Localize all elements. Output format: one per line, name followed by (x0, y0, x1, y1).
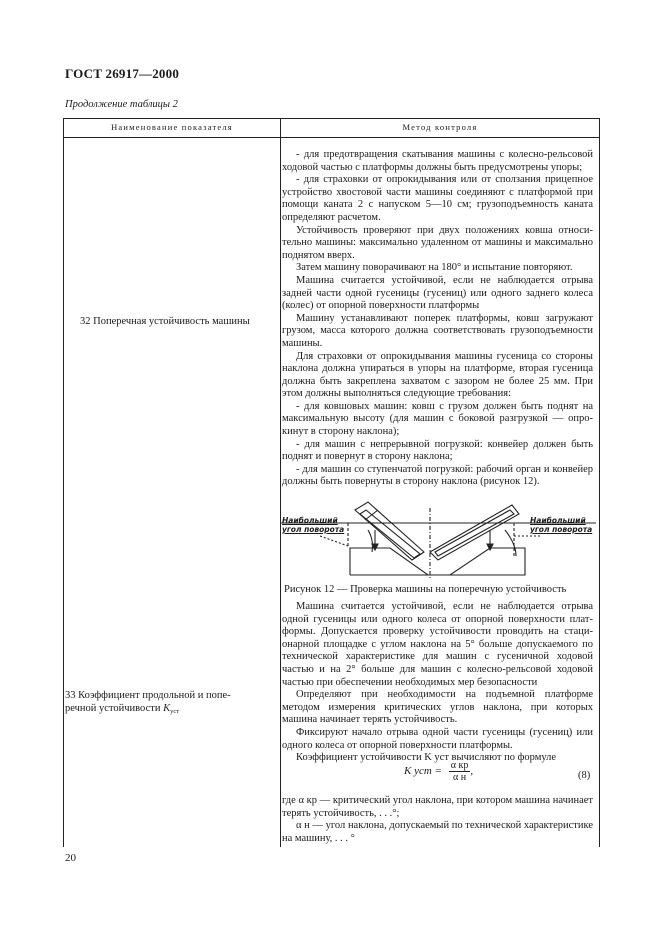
paragraph: - для страховки от опрокидывания или от сползания прицепное устройство хвостовой части машины соединяют с платформой при помощи каната 2 с напуском 5—10 см; грузоподъемность каната определяют расчетом. (282, 174, 593, 223)
formula-tail: , (470, 765, 474, 778)
figure-label-right: Наибольший угол поворота (530, 516, 593, 534)
paragraph: - для ковшовых машин: ковш с грузом должен быть поднят на максимальную высоту (для машин с боковой разгрузкой — опрокинут в сторону наклона); (282, 400, 593, 438)
paragraph: Машину устанавливают поперек платформы, ковш загружают грузом, масса которого должна соответствовать грузоподъемности машины. (282, 312, 593, 349)
figure-caption: Рисунок 12 — Проверка машины на поперечную устойчивость (284, 584, 567, 595)
right-machine (430, 505, 519, 560)
paragraph: Машина считается устойчивой, если не наблюдается отрыва одной гусеницы или одного колеса от опорной поверхности платформы. Допускается проверку устойчивости проводить на стационарной площадке с углом наклона на 5° больше допускаемого по технической характеристике для машин с гусеничной ходовой частью и на 2° больше для машин с колесно-рельсовой ходовой частью при обеспечении необходимых мер безопасности (282, 601, 593, 688)
paragraph: Определяют при необходимости на подъемной платформе методом измерения критических углов наклона, при которых машина начинает терять устойчивость. (282, 689, 593, 726)
row-33-method (282, 601, 593, 765)
paragraph: - для машин со ступенчатой погрузкой: рабочий орган и конвейер должны быть повернуты в сторону наклона (рисунок 12). (282, 463, 593, 488)
row-33-name-line1: 33 Коэффициент продольной и попе- (65, 690, 231, 701)
row-33-name-text: речной устойчивости (65, 702, 161, 714)
formula-lhs: K уст = (404, 765, 442, 778)
paragraph: Коэффициент устойчивости K уст вычисляют по формуле (296, 752, 557, 764)
formula-8 (404, 760, 473, 783)
equation-number: (8) (578, 770, 591, 781)
paragraph: Для страховки от опрокидывания машины гусеница со стороны наклона должна упираться в упоры на платформе, вторая гусеница должна быть закреплена захватом с зазором не более 25 мм. При этом должны выполняться следующие требования: (282, 350, 593, 400)
paragraph: Затем машину поворачивают на 180° и испытание повторяют. (296, 262, 573, 274)
angle-arc-left (368, 530, 373, 552)
where-line: где α кр — критический угол наклона, при котором машина начинает терять устойчивость, . . .°; (282, 795, 593, 819)
platform (350, 548, 525, 575)
figure-12-diagram (280, 500, 596, 580)
row-32-name: 32 Поперечная устойчивость машины (80, 316, 250, 327)
k-symbol: K (163, 702, 171, 714)
column-header-name: Наименование показателя (111, 122, 233, 132)
paragraph: Машина считается устойчивой, если не наблюдается отрыва задней части одной гусеницы (гусениц) или одного заднего колеса (колес) от опорной поверхности платформы (282, 274, 593, 312)
row-33-name-line2 (65, 703, 270, 719)
row-33-name (65, 690, 270, 718)
column-header-method: Метод контроля (402, 122, 478, 132)
document-header: ГОСТ 26917—2000 (65, 66, 180, 81)
paragraph: - для предотвращения скатывания машины с колесно-рельсовой ходовой частью с платформы должны быть предусмотрены упоры; (282, 149, 593, 173)
paragraph: Устойчивость проверяют при двух положениях ковша относительно машины: максимально удаленном от машины и максимально поднятом вверх. (282, 224, 593, 261)
paragraph: Фиксируют начало отрыва одной части гусеницы (гусениц) или одного колеса от опорной поверхности платформы. (282, 726, 593, 751)
k-subscript: уст (170, 707, 180, 715)
figure-label-left: Наибольший угол поворота (282, 516, 345, 534)
table-caption: Продолжение таблицы 2 (65, 99, 178, 110)
formula-numerator: α кр (450, 760, 469, 771)
paragraph: - для машин с непрерывной погрузкой: конвейер должен быть поднят и повернут в сторону наклона; (282, 438, 593, 463)
row-32-method (282, 149, 593, 489)
right-machine-inner (435, 510, 514, 556)
formula-denominator: α н (452, 772, 467, 783)
formula-explanation (282, 795, 593, 845)
page-number: 20 (65, 852, 76, 864)
where-line: α н — угол наклона, допускаемый по технической характеристике на машину, . . . ° (282, 820, 593, 844)
formula-fraction (449, 760, 474, 783)
